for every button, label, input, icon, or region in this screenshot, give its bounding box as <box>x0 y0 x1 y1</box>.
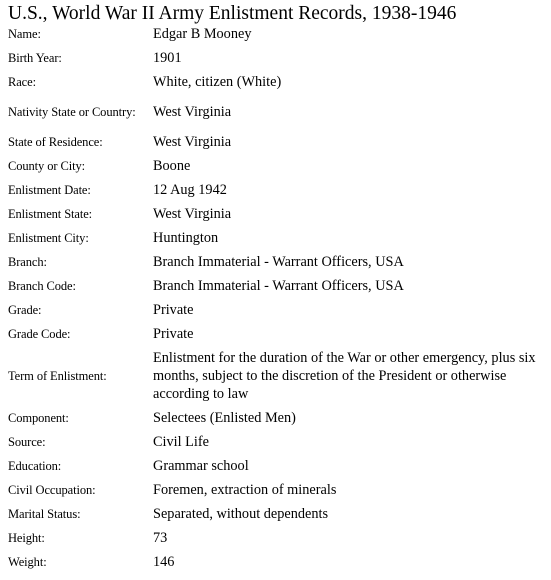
record-row-nativity <box>8 94 544 130</box>
record-row-education <box>8 454 544 478</box>
field-label: Civil Occupation: <box>8 483 96 497</box>
record-row-height <box>8 526 544 550</box>
record-row-birth-year <box>8 46 544 70</box>
field-label: Name: <box>8 27 41 41</box>
record-row-branch <box>8 250 544 274</box>
field-label: Enlistment City: <box>8 231 89 245</box>
field-label: Birth Year: <box>8 51 62 65</box>
field-label: Term of Enlistment: <box>8 369 107 383</box>
field-label: Education: <box>8 459 62 473</box>
record-row-county-or-city <box>8 154 544 178</box>
record-row-source <box>8 430 544 454</box>
field-label: Branch Code: <box>8 279 76 293</box>
field-label: Grade Code: <box>8 327 71 341</box>
record-row-marital-status <box>8 502 544 526</box>
field-value: 73 <box>153 530 168 546</box>
field-value: Foremen, extraction of minerals <box>153 482 337 498</box>
field-label: Race: <box>8 75 36 89</box>
record-row-enlistment-state <box>8 202 544 226</box>
field-label: Weight: <box>8 555 47 569</box>
field-label: County or City: <box>8 159 85 173</box>
field-value: 146 <box>153 554 175 570</box>
field-value: Selectees (Enlisted Men) <box>153 410 296 426</box>
field-value: Boone <box>153 158 191 174</box>
record-row-state-of-residence <box>8 130 544 154</box>
record-row-enlistment-city <box>8 226 544 250</box>
record-row-civil-occupation <box>8 478 544 502</box>
field-value: Civil Life <box>153 434 209 450</box>
field-label: State of Residence: <box>8 135 103 149</box>
record-row-term-of-enlistment <box>8 346 544 406</box>
field-value: White, citizen (White) <box>153 74 282 90</box>
field-label: Branch: <box>8 255 47 269</box>
field-label: Component: <box>8 411 69 425</box>
field-value: 12 Aug 1942 <box>153 182 227 198</box>
page-title: U.S., World War II Army Enlistment Records, 1938-1946 <box>8 3 457 24</box>
field-value: Separated, without dependents <box>153 506 329 522</box>
record-row-enlistment-date <box>8 178 544 202</box>
field-value: Edgar B Mooney <box>153 26 252 42</box>
record-row-grade <box>8 298 544 322</box>
field-label: Marital Status: <box>8 507 81 521</box>
field-value: West Virginia <box>153 206 232 222</box>
field-label: Source: <box>8 435 46 449</box>
field-value: Grammar school <box>153 458 249 474</box>
record-row-branch-code <box>8 274 544 298</box>
field-value: Private <box>153 326 194 342</box>
record-row-grade-code <box>8 322 544 346</box>
field-label: Height: <box>8 531 45 545</box>
record-table <box>8 22 544 574</box>
field-label: Nativity State or Country: <box>8 105 136 119</box>
record-row-weight <box>8 550 544 574</box>
record-row-name <box>8 22 544 46</box>
field-label: Grade: <box>8 303 42 317</box>
field-label: Enlistment Date: <box>8 183 91 197</box>
field-value: Branch Immaterial - Warrant Officers, USA <box>153 278 404 294</box>
record-row-component <box>8 406 544 430</box>
field-value: West Virginia <box>153 104 232 120</box>
field-value: Branch Immaterial - Warrant Officers, USA <box>153 254 404 270</box>
field-label: Enlistment State: <box>8 207 93 221</box>
record-row-race <box>8 70 544 94</box>
field-value: Enlistment for the duration of the War or other emergency, plus six months, subject to the discretion of the President or otherwise according to law <box>153 350 536 402</box>
field-value: West Virginia <box>153 134 232 150</box>
field-value: Private <box>153 302 194 318</box>
field-value: 1901 <box>153 50 182 66</box>
field-value: Huntington <box>153 230 219 246</box>
